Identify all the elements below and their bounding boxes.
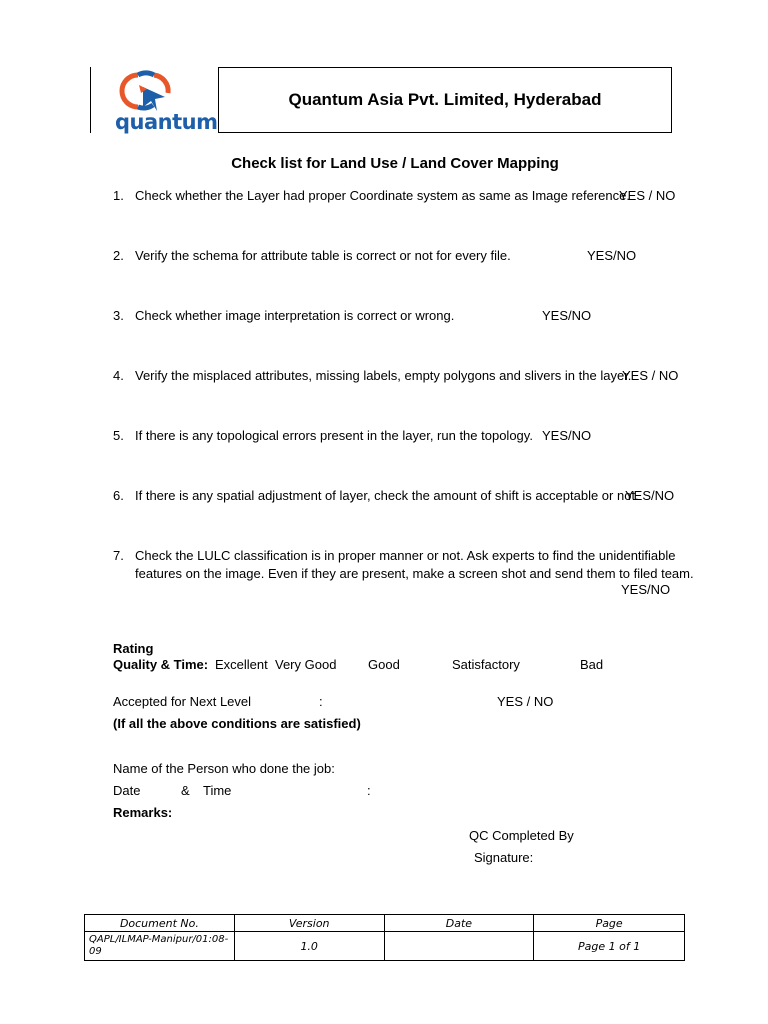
rating-heading: Rating [113,641,154,656]
item-answer: YES/NO [621,582,671,597]
person-label: Name of the Person who done the job: [113,761,335,776]
item-answer: YES / NO [622,368,679,383]
item-text: Check whether the Layer had proper Coordinate system as same as Image reference. [135,188,630,203]
accepted-label: Accepted for Next Level [113,694,252,709]
document-no-line2: 09 [89,946,102,957]
version-value: 1.0 [234,932,384,961]
item-number: 7. [113,548,124,563]
item-answer: YES/NO [542,308,592,323]
rating-option-bad: Bad [580,657,604,672]
item-answer: YES/NO [587,248,637,263]
accepted-note: (If all the above conditions are satisfied) [113,716,361,731]
logo-text: quantum [115,110,218,134]
date-label: Date [113,783,141,798]
item-text-line1: Check the LULC classification is in proper manner or not. Ask experts to find the unidentifiable [135,548,676,563]
item-answer: YES / NO [619,188,676,203]
logo [91,67,219,133]
datetime-colon: : [367,783,371,798]
item-answer: YES/NO [625,488,675,503]
item-text: Verify the misplaced attributes, missing labels, empty polygons and slivers in the layer. [135,368,632,383]
item-number: 3. [113,308,124,323]
item-text: If there is any topological errors present in the layer, run the topology. [135,428,533,443]
item-number: 5. [113,428,124,443]
time-label: Time [203,783,232,798]
date-value [384,932,534,961]
header-date: Date [384,915,534,932]
page-title: Check list for Land Use / Land Cover Mapping [231,155,559,172]
amp-label: & [181,783,190,798]
item-text-line2: features on the image. Even if they are present, make a screen shot and send them to filed team. [135,566,694,581]
header-box [90,67,672,133]
signature-label: Signature: [474,850,534,865]
rating-option-good: Good [368,657,400,672]
header-page: Page [534,915,685,932]
remarks-label: Remarks: [113,805,173,820]
rating-option-excellent: Excellent [215,657,268,672]
accepted-answer: YES / NO [497,694,554,709]
quality-time-label: Quality & Time: [113,657,209,672]
company-name: Quantum Asia Pvt. Limited, Hyderabad [288,90,602,109]
page-value: Page 1 of 1 [534,932,685,961]
item-text: Check whether image interpretation is correct or wrong. [135,308,455,323]
document-no-value [85,932,235,961]
item-number: 2. [113,248,124,263]
item-text: Verify the schema for attribute table is correct or not for every file. [135,248,511,263]
rating-option-satisfactory: Satisfactory [452,657,520,672]
item-text: If there is any spatial adjustment of layer, check the amount of shift is acceptable or not. [135,488,639,503]
item-number: 4. [113,368,124,383]
document-info-table [84,914,685,961]
header-version: Version [234,915,384,932]
qc-completed-by: QC Completed By [469,828,574,843]
header-document-no: Document No. [85,915,235,932]
document-no-line1: QAPL/ILMAP-Manipur/01:08- [89,934,229,945]
item-number: 1. [113,188,124,203]
accepted-colon: : [319,694,323,709]
item-number: 6. [113,488,124,503]
item-answer: YES/NO [542,428,592,443]
rating-option-very-good: Very Good [275,657,337,672]
